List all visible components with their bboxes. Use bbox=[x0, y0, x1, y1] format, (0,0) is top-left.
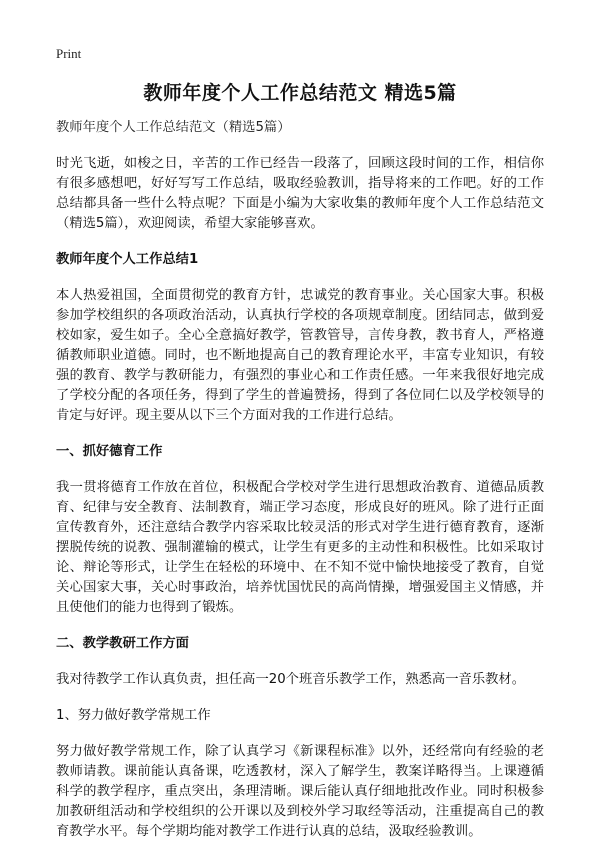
section-heading-teaching-research: 二、教学教研工作方面 bbox=[56, 636, 189, 651]
section-paragraph-teaching-research: 我对待教学工作认真负责，担任高一20个班音乐教学工作，熟悉高一音乐教材。 bbox=[56, 672, 526, 687]
print-link[interactable]: Print bbox=[56, 46, 82, 61]
section-heading-moral-education: 一、抓好德育工作 bbox=[56, 444, 163, 459]
section-paragraph-moral-education: 我一贯将德育工作放在首位，积极配合学校对学生进行思想政治教育、道德品质教育、纪律与安全教育、法制教育，端正学习态度，形成良好的班风。除了进行正面宣传教育外，还注意结合教学内容采取比较灵活的形式对学生进行德育教育，逐渐摆脱传统的说教、强制灌输的模式，让学生有更多的主动性和积极性。比如采取讨论、辩论等形式，让学生在轻松的环境中、在不知不觉中愉快地接受了教育，自觉关心国家大事，关心时事政治，培养忧国忧民的高尚情操，增强爱国主义情感，并且使他们的能力也得到了锻炼。 bbox=[56, 480, 544, 615]
page-title: 教师年度个人工作总结范文 精选5篇 bbox=[143, 82, 457, 104]
subsection-paragraph-teaching-routine: 努力做好教学常规工作，除了认真学习《新课程标准》以外，还经常向有经验的老教师请教。课前能认真备课，吃透教材，深入了解学生，教案详略得当。上课遵循科学的教学程序，重点突出，条理清晰。课后能认真仔细地批改作业。同时积极参加教研组活动和学校组织的公开课以及到校外学习取经等活动，注重提高自己的教育教学水平。每个学期均能对教学工作进行认真的总结，汲取经验教训。 bbox=[56, 744, 544, 839]
section-heading-summary-1: 教师年度个人工作总结1 bbox=[56, 252, 199, 267]
subsection-heading-teaching-routine: 1、努力做好教学常规工作 bbox=[56, 708, 211, 723]
article-subtitle: 教师年度个人工作总结范文（精选5篇） bbox=[56, 120, 291, 135]
intro-paragraph: 时光飞逝，如梭之日，辛苦的工作已经告一段落了，回顾这段时间的工作，相信你有很多感想吧，好好写写工作总结，吸取经验教训，指导将来的工作吧。好的工作总结都具备一些什么特点呢？下面是小编为大家收集的教师年度个人工作总结范文（精选5篇），欢迎阅读，希望大家能够喜欢。 bbox=[56, 156, 544, 231]
article-body bbox=[56, 118, 544, 858]
section-paragraph-summary-1: 本人热爱祖国，全面贯彻党的教育方针，忠诚党的教育事业。关心国家大事。积极参加学校组织的各项政治活动，认真执行学校的各项规章制度。团结同志，做到爱校如家，爱生如子。全心全意搞好教学，管教管导，言传身教，教书育人，严格遵循教师职业道德。同时，也不断地提高自己的教育理论水平，丰富专业知识，有较强的教育、教学与教研能力，有强烈的事业心和工作责任感。一年来我很好地完成了学校分配的各项任务，得到了学生的普遍赞扬，得到了各位同仁以及学校领导的肯定与好评。现主要从以下三个方面对我的工作进行总结。 bbox=[56, 288, 544, 423]
